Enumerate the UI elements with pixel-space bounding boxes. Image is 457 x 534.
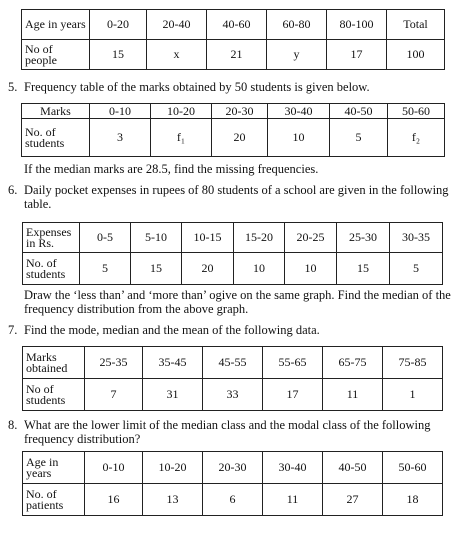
table-header-cell: Marks obtained [23,347,85,379]
table-cell: 21 [207,40,267,70]
table-header-cell: 20-30 [203,452,263,484]
table-header-cell: Marks [22,104,90,119]
table-header-cell: 20-25 [285,223,337,253]
table-cell: 15 [337,253,390,285]
table-header-cell: 30-40 [263,452,323,484]
table-header-cell: 0-5 [80,223,131,253]
table-cell: 10 [234,253,285,285]
table-cell: 13 [143,484,203,516]
table-cell: No. of patients [23,484,85,516]
table-header-cell: 5-10 [131,223,182,253]
table-cell: 3 [90,119,151,157]
table-header-cell: 20-40 [147,10,207,40]
table-cell: 1 [383,379,443,411]
table-cell: 16 [85,484,143,516]
table-cell: 10 [268,119,330,157]
table-header-cell: 25-35 [85,347,143,379]
table-cell: 7 [85,379,143,411]
table-cell: 100 [387,40,445,70]
table-header-cell: 80-100 [327,10,387,40]
table-header-cell: 40-50 [323,452,383,484]
table-header-cell: 75-85 [383,347,443,379]
table-marks-frequency [21,103,445,157]
table-header-cell: Age in years [23,452,85,484]
question-text: What are the lower limit of the median class and the modal class of the following [24,418,431,432]
question-text: Frequency table of the marks obtained by 50 students is given below. [24,80,370,94]
table-cell: No of students [23,379,85,411]
table-header-cell: 10-20 [143,452,203,484]
table-header-cell: 55-65 [263,347,323,379]
table-header-cell: 25-30 [337,223,390,253]
table-header-cell: 30-35 [390,223,443,253]
table-cell: 17 [327,40,387,70]
table-cell: 5 [80,253,131,285]
table-header-cell: 15-20 [234,223,285,253]
table-cell: 15 [131,253,182,285]
table-cell: 5 [390,253,443,285]
table-cell: 11 [323,379,383,411]
table-age-patients [22,451,443,516]
table-cell: 18 [383,484,443,516]
table-header-cell: 30-40 [268,104,330,119]
table-cell: 11 [263,484,323,516]
question-text: Find the mode, median and the mean of the following data. [24,323,320,337]
table-cell: No. of students [23,253,80,285]
table-cell: 27 [323,484,383,516]
table-cell: x [147,40,207,70]
table-header-cell: 50-60 [388,104,445,119]
table-cell: 15 [90,40,147,70]
table-marks-obtained [22,346,443,411]
table-header-cell: 20-30 [212,104,268,119]
table-cell: No of people [22,40,90,70]
question-number: 5. [8,80,18,94]
question-text: frequency distribution? [24,432,141,446]
table-age-people [21,9,445,70]
table-header-cell: 65-75 [323,347,383,379]
table-header-cell: 0-10 [85,452,143,484]
table-header-cell: 35-45 [143,347,203,379]
table-header-cell: 40-60 [207,10,267,40]
question-number: 7. [8,323,18,337]
question-note: Draw the ‘less than’ and ‘more than’ ogive on the same graph. Find the median of the [24,288,451,302]
table-cell: f₂ [388,119,445,157]
question-number: 6. [8,183,18,197]
table-cell: 10 [285,253,337,285]
table-header-cell: 0-20 [90,10,147,40]
table-header-cell: 10-15 [182,223,234,253]
table-header-cell: 10-20 [151,104,212,119]
table-cell: f₁ [151,119,212,157]
table-cell: 6 [203,484,263,516]
question-text: Daily pocket expenses in rupees of 80 students of a school are given in the following [24,183,449,197]
table-header-cell: Total [387,10,445,40]
table-header-cell: 45-55 [203,347,263,379]
table-cell: y [267,40,327,70]
table-cell: No. of students [22,119,90,157]
table-cell: 17 [263,379,323,411]
table-header-cell: 0-10 [90,104,151,119]
table-header-cell: Age in years [22,10,90,40]
question-note: frequency distribution from the above graph. [24,302,249,316]
question-text: table. [24,197,52,211]
table-cell: 31 [143,379,203,411]
question-number: 8. [8,418,18,432]
table-header-cell: 40-50 [330,104,388,119]
table-pocket-expenses [22,222,443,285]
table-cell: 20 [182,253,234,285]
table-cell: 33 [203,379,263,411]
table-header-cell: 60-80 [267,10,327,40]
table-header-cell: 50-60 [383,452,443,484]
table-cell: 20 [212,119,268,157]
table-cell: 5 [330,119,388,157]
question-note: If the median marks are 28.5, find the missing frequencies. [24,162,319,176]
table-header-cell: Expenses in Rs. [23,223,80,253]
